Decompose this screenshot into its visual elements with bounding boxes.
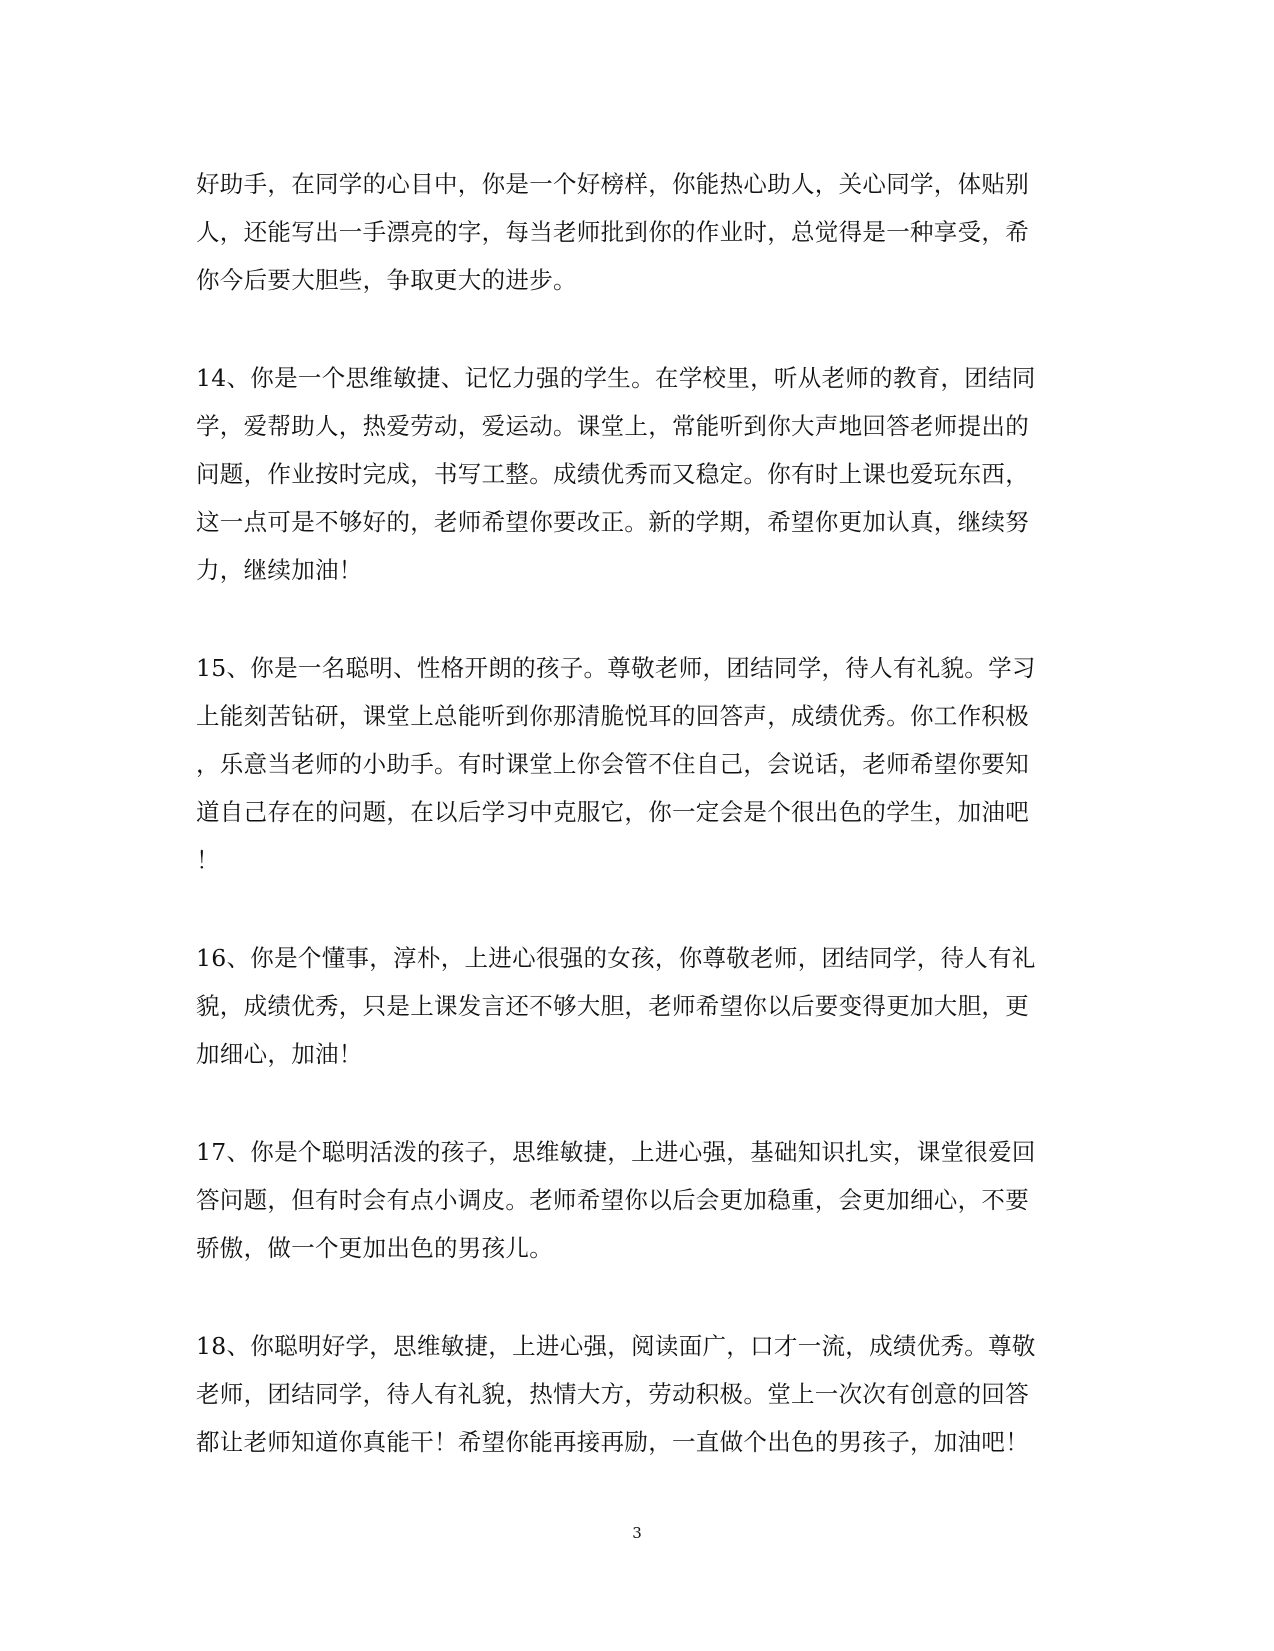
text-line: 学，爱帮助人，热爱劳动，爱运动。课堂上，常能听到你大声地回答老师提出的 — [196, 412, 1029, 440]
paragraph-16 — [196, 934, 1076, 1078]
paragraph-17 — [196, 1128, 1076, 1272]
page-number: 3 — [632, 1524, 642, 1542]
text-line: 17、你是个聪明活泼的孩子，思维敏捷，上进心强，基础知识扎实，课堂很爱回 — [196, 1138, 1036, 1166]
paragraph-15 — [196, 644, 1076, 884]
text-line: 都让老师知道你真能干！希望你能再接再励，一直做个出色的男孩子，加油吧！ — [196, 1428, 1029, 1456]
text-line: 这一点可是不够好的，老师希望你要改正。新的学期，希望你更加认真，继续努 — [196, 508, 1029, 536]
paragraph-18 — [196, 1322, 1076, 1466]
paragraph-13-continued — [196, 160, 1076, 304]
text-line: 16、你是个懂事，淳朴，上进心很强的女孩，你尊敬老师，团结同学，待人有礼 — [196, 944, 1036, 972]
text-line: ，乐意当老师的小助手。有时课堂上你会管不住自己，会说话，老师希望你要知 — [196, 750, 1029, 778]
paragraph-14 — [196, 354, 1076, 594]
document-body — [196, 160, 1076, 1516]
text-line: 14、你是一个思维敏捷、记忆力强的学生。在学校里，听从老师的教育，团结同 — [196, 364, 1036, 392]
text-line: 人，还能写出一手漂亮的字，每当老师批到你的作业时，总觉得是一种享受，希 — [196, 218, 1029, 246]
text-line: 问题，作业按时完成，书写工整。成绩优秀而又稳定。你有时上课也爱玩东西， — [196, 460, 1029, 488]
text-line: 骄傲，做一个更加出色的男孩儿。 — [196, 1234, 553, 1262]
text-line: 加细心，加油！ — [196, 1040, 363, 1068]
text-line: 你今后要大胆些，争取更大的进步。 — [196, 266, 577, 294]
text-line: ！ — [196, 846, 220, 874]
text-line: 18、你聪明好学，思维敏捷，上进心强，阅读面广，口才一流，成绩优秀。尊敬 — [196, 1332, 1036, 1360]
text-line: 貌，成绩优秀，只是上课发言还不够大胆，老师希望你以后要变得更加大胆，更 — [196, 992, 1029, 1020]
text-line: 好助手，在同学的心目中，你是一个好榜样，你能热心助人，关心同学，体贴别 — [196, 170, 1029, 198]
text-line: 力，继续加油！ — [196, 556, 363, 584]
text-line: 答问题，但有时会有点小调皮。老师希望你以后会更加稳重，会更加细心，不要 — [196, 1186, 1029, 1214]
text-line: 老师，团结同学，待人有礼貌，热情大方，劳动积极。堂上一次次有创意的回答 — [196, 1380, 1029, 1408]
text-line: 道自己存在的问题，在以后学习中克服它，你一定会是个很出色的学生，加油吧 — [196, 798, 1029, 826]
text-line: 上能刻苦钻研，课堂上总能听到你那清脆悦耳的回答声，成绩优秀。你工作积极 — [196, 702, 1029, 730]
text-line: 15、你是一名聪明、性格开朗的孩子。尊敬老师，团结同学，待人有礼貌。学习 — [196, 654, 1036, 682]
